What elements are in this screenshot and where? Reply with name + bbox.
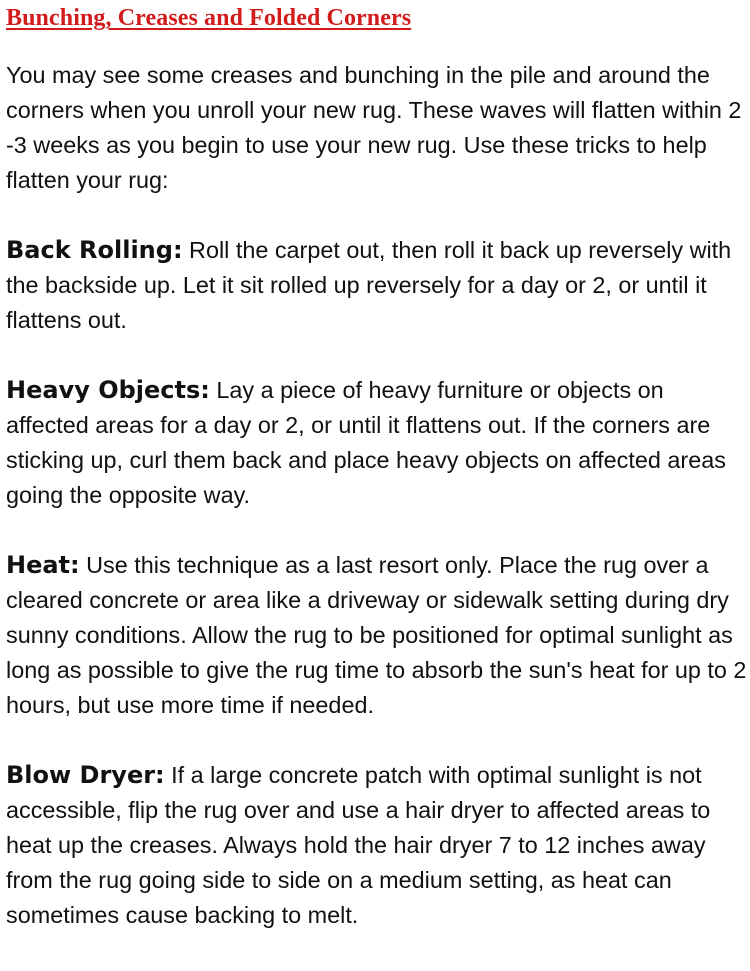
document-title: Bunching, Creases and Folded Corners xyxy=(6,5,412,31)
section-text-blow-dryer: If a large concrete patch with optimal sunlight is not accessible, flip the rug over and use a hair dryer to affected areas to heat up the creases. Always hold the hair dryer 7 to 12 inches away from the rug going side to side on a medium setting, as heat can sometimes cause backing to melt. xyxy=(6,762,711,928)
section-heading-heavy-objects: Heavy Objects: xyxy=(6,376,210,404)
section-blow-dryer xyxy=(6,758,748,933)
section-back-rolling xyxy=(6,233,748,338)
section-text-back-rolling: Roll the carpet out, then roll it back up reversely with the backside up. Let it sit rolled up reversely for a day or 2, or until it flattens out. xyxy=(6,237,732,333)
section-heading-heat: Heat: xyxy=(6,551,80,579)
document-page xyxy=(6,0,748,933)
section-heading-back-rolling: Back Rolling: xyxy=(6,236,183,264)
section-heading-blow-dryer: Blow Dryer: xyxy=(6,761,165,789)
section-heavy-objects xyxy=(6,373,748,513)
section-text-heat: Use this technique as a last resort only. Place the rug over a cleared concrete or area like a driveway or sidewalk setting during dry sunny conditions. Allow the rug to be positioned for optimal sunlight as long as possible to give the rug time to absorb the sun's heat for up to 2 hours, but use more time if needed. xyxy=(6,552,747,718)
section-text-heavy-objects: Lay a piece of heavy furniture or objects on affected areas for a day or 2, or until it flattens out. If the corners are sticking up, curl them back and place heavy objects on affected areas going the opposite way. xyxy=(6,377,726,508)
section-heat xyxy=(6,548,748,723)
intro-paragraph: You may see some creases and bunching in the pile and around the corners when you unroll your new rug. These waves will flatten within 2 -3 weeks as you begin to use your new rug. Use these tricks to help flatten your rug: xyxy=(6,62,742,193)
